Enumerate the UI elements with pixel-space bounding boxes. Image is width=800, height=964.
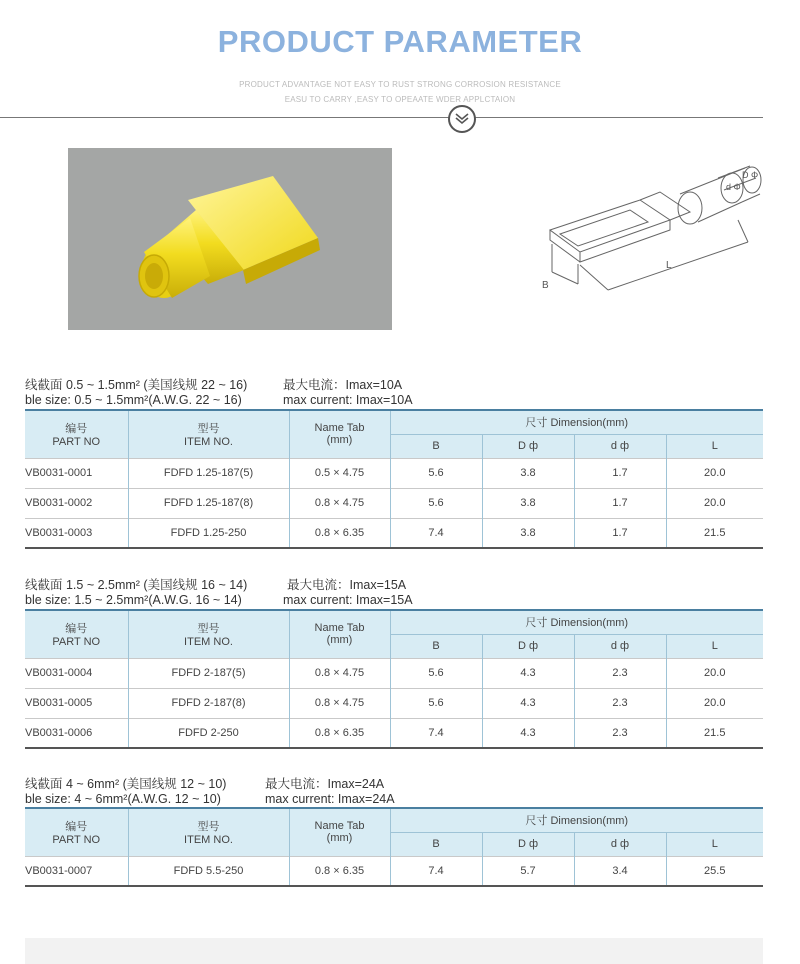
col-b: B xyxy=(390,832,482,856)
subtitle-line-2: EASU TO CARRY ,EASY TO OPEAATE WDER APPLCTAION xyxy=(284,95,516,104)
col-D: D ф xyxy=(482,634,574,658)
col-L: L xyxy=(666,634,763,658)
diagram-label-B: B xyxy=(542,280,549,291)
table-row: VB0031-0004 FDFD 2-187(5) 0.8 × 4.75 5.6 4.3 2.3 20.0 xyxy=(25,658,763,688)
table-row: VB0031-0002 FDFD 1.25-187(8) 0.8 × 4.75 5.6 3.8 1.7 20.0 xyxy=(25,488,763,518)
parameter-table-3 xyxy=(25,807,763,887)
col-item-no: 型号 ITEM NO. xyxy=(128,808,289,856)
col-d: d ф xyxy=(574,634,666,658)
col-name-tab: Name Tab (mm) xyxy=(289,610,390,658)
col-part-no: 编号 PART NO xyxy=(25,808,128,856)
col-D: D ф xyxy=(482,434,574,458)
col-d: d ф xyxy=(574,434,666,458)
col-item-no: 型号 ITEM NO. xyxy=(128,410,289,458)
col-L: L xyxy=(666,434,763,458)
col-name-tab: Name Tab (mm) xyxy=(289,410,390,458)
col-part-no: 编号 PART NO xyxy=(25,410,128,458)
footer-bar xyxy=(25,938,763,964)
product-photo xyxy=(68,148,392,330)
parameter-table-1 xyxy=(25,409,763,549)
dimension-diagram xyxy=(520,160,770,310)
diagram-label-L: L xyxy=(666,260,672,271)
col-d: d ф xyxy=(574,832,666,856)
col-dimension: 尺寸 Dimension(mm) xyxy=(390,610,763,634)
table-row: VB0031-0001 FDFD 1.25-187(5) 0.5 × 4.75 5.6 3.8 1.7 20.0 xyxy=(25,458,763,488)
parameter-table-2 xyxy=(25,609,763,749)
table-row: VB0031-0005 FDFD 2-187(8) 0.8 × 4.75 5.6 4.3 2.3 20.0 xyxy=(25,688,763,718)
col-part-no: 编号 PART NO xyxy=(25,610,128,658)
col-dimension: 尺寸 Dimension(mm) xyxy=(390,410,763,434)
page-title: PRODUCT PARAMETER xyxy=(217,24,583,59)
col-name-tab: Name Tab (mm) xyxy=(289,808,390,856)
yellow-terminal-image xyxy=(68,148,392,330)
diagram-label-d: d Φ xyxy=(726,182,741,192)
col-b: B xyxy=(390,634,482,658)
subtitle-line-1: PRODUCT ADVANTAGE NOT EASY TO RUST STRONG CORROSION RESISTANCE xyxy=(239,80,561,89)
table-row: VB0031-0007 FDFD 5.5-250 0.8 × 6.35 7.4 5.7 3.4 25.5 xyxy=(25,856,763,886)
chevron-down-icon xyxy=(448,105,476,133)
col-item-no: 型号 ITEM NO. xyxy=(128,610,289,658)
header-divider xyxy=(0,117,763,118)
table-row: VB0031-0006 FDFD 2-250 0.8 × 6.35 7.4 4.3 2.3 21.5 xyxy=(25,718,763,748)
col-b: B xyxy=(390,434,482,458)
diagram-label-D: D Φ xyxy=(742,170,759,180)
col-L: L xyxy=(666,832,763,856)
table-row: VB0031-0003 FDFD 1.25-250 0.8 × 6.35 7.4 3.8 1.7 21.5 xyxy=(25,518,763,548)
col-dimension: 尺寸 Dimension(mm) xyxy=(390,808,763,832)
col-D: D ф xyxy=(482,832,574,856)
